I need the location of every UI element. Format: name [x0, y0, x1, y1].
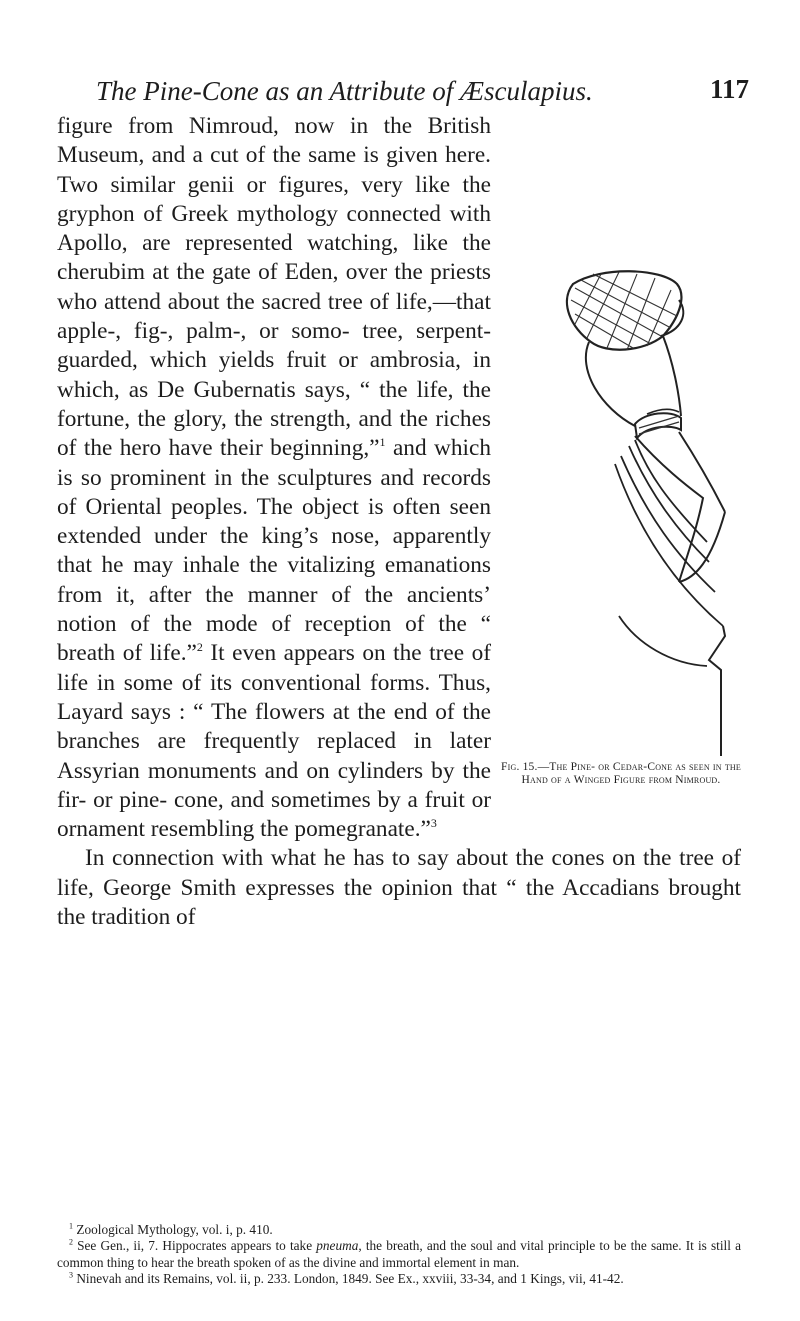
- arm-outer: [635, 436, 703, 582]
- footnote-ref-3[interactable]: 3: [430, 816, 437, 831]
- lower-fold: [619, 616, 707, 666]
- footnote-1: [57, 1222, 741, 1238]
- footnote-2: [57, 1238, 741, 1271]
- paragraph-1-part-2: and which is so prominent in the sculptures and records of Oriental peoples. The object is often seen extended under the king’s nose, apparently that he may inhale the vitalizing emanations from it, after the manner of the ancients’ notion of the mode of reception of the “ breath of life.”: [57, 435, 491, 667]
- footnote-3-text: Ninevah and its Remains, vol. ii, p. 233. London, 1849. See Ex., xxviii, 33-34, and 1 Kings, vii, 41-42.: [73, 1270, 624, 1286]
- body-text: [57, 112, 741, 932]
- figure-caption: Fig. 15.—The Pine- or Cedar-Cone as seen in the Hand of a Winged Figure from Nimroud.: [501, 761, 741, 786]
- footnote-1-text: Zoological Mythology, vol. i, p. 410.: [73, 1222, 273, 1237]
- garment-folds: [615, 440, 723, 626]
- page-number: 117: [710, 74, 750, 104]
- footnote-mark-1: 1: [69, 1221, 73, 1231]
- hand-edge-upper: [663, 336, 681, 416]
- footnote-2-emphasis: pneuma: [316, 1238, 359, 1254]
- footnote-2-text-pre: See Gen., ii, 7. Hippocrates appears to take: [73, 1238, 317, 1254]
- figure-15: [501, 264, 741, 826]
- footnotes: [57, 1222, 741, 1287]
- wristband: [635, 409, 681, 438]
- paragraph-1-part-3: It even appears on the tree of life in some of its conventional forms. Thus, Layard says : “ The flowers at the end of the branches are frequently replaced in later Assyrian monuments and on cylinders by the fir- or pine- cone, and sometimes by a fruit or ornament resembling the pomegranate.”: [57, 640, 491, 843]
- footnote-mark-2: 2: [69, 1237, 73, 1247]
- running-title: The Pine-Cone as an Attribute of Æsculapius.: [96, 76, 593, 106]
- paragraph-2: In connection with what he has to say about the cones on the tree of life, George Smith expresses the opinion that “ the Accadians brought the tradition of: [57, 845, 741, 931]
- footnote-ref-2[interactable]: 2: [196, 640, 203, 655]
- paragraph-1-part-1: figure from Nimroud, now in the British Museum, and a cut of the same is given here. Two similar genii or figures, very like the gryphon of Greek mythology connected with Apollo, are represented watching, like the cherubim at the gate of Eden, over the priests who attend about the sacred tree of life,—that apple-, fig-, palm-, or somo- tree, serpent-guarded, which yields fruit or ambrosia, in which, as De Gubernatis says, “ the life, the fortune, the glory, the strength, and the riches of the hero have their beginning,”: [57, 113, 491, 462]
- footnote-3: [57, 1271, 741, 1287]
- footnote-mark-3: 3: [69, 1270, 73, 1280]
- footnote-2-text-post: , the breath, and the soul and vital principle to be the same. It is still a common thing to hear the breath spoken of as the divine and immortal element in man.: [57, 1238, 741, 1270]
- pine-cone-illustration: [511, 266, 731, 756]
- footnote-ref-1[interactable]: 1: [379, 435, 386, 450]
- elbow: [679, 512, 725, 582]
- hand-edge-lower: [586, 342, 635, 426]
- garment-edge: [709, 626, 725, 756]
